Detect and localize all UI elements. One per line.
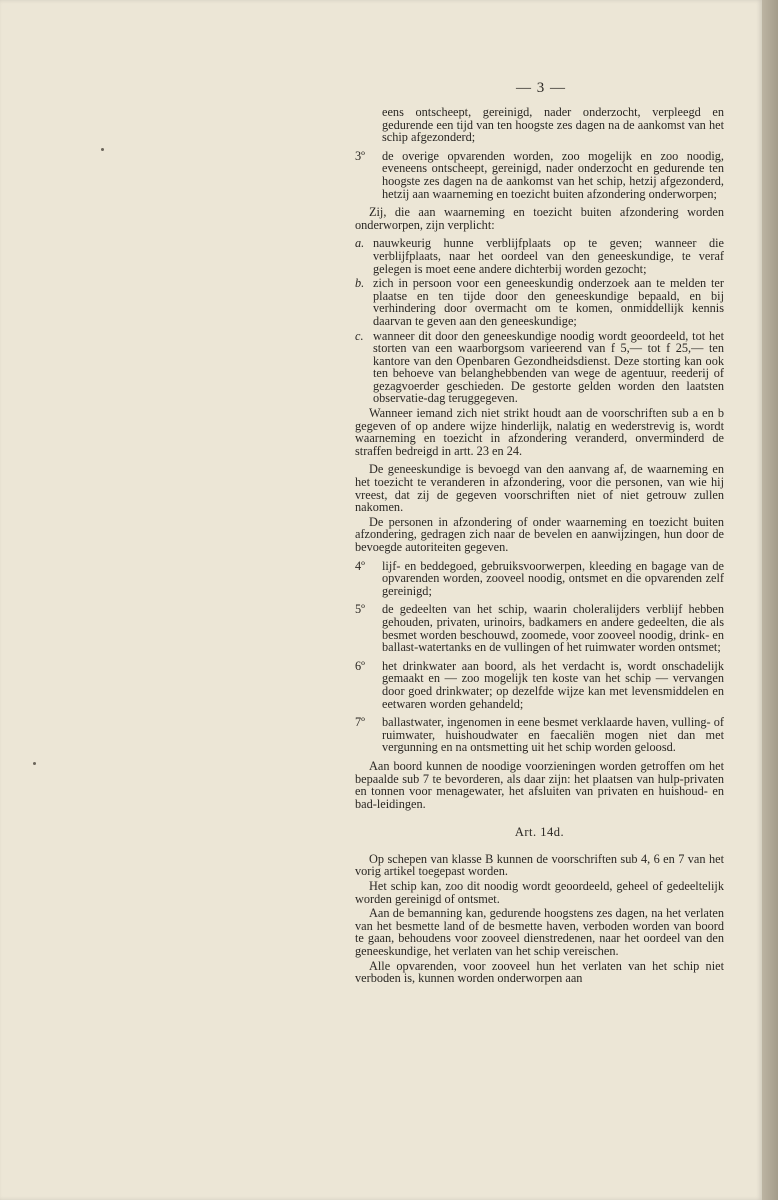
paragraph-continuation: eens ontscheept, gereinigd, nader onderzocht, verpleegd en gedurende een tijd van ten hoogste zes dagen na de aankomst van het schip afgezonderd; <box>382 105 724 145</box>
page-edge <box>762 0 778 1200</box>
item-text: ballastwater, ingenomen in eene besmet verklaarde haven, vulling- of ruimwater, huishoudwater en faecaliën mogen niet dan met vergunning en na ontsmetting uit het schip worden geloosd. <box>382 715 724 755</box>
item-text: zich in persoon voor een geneeskundig onderzoek aan te melden ter plaatse en ten tijde door den geneeskundige bepaald, en bij verhindering door overmacht om te komen, onmiddellijk kennis daarvan te geven aan den geneeskundige; <box>373 276 724 328</box>
paper-speck <box>33 762 36 765</box>
item-text: nauwkeurig hunne verblijfplaats op te geven; wanneer die verblijfplaats, naar het oordeel van den geneeskundige, te veraf gelegen is moet eene andere dichterbij worden gezocht; <box>373 236 724 276</box>
item-label: a. <box>355 236 365 251</box>
item-label: 7º <box>355 715 365 730</box>
paper-speck <box>101 148 104 151</box>
item-text: lijf- en beddegoed, gebruiksvoorwerpen, kleeding en bagage van de opvarenden worden, zooveel noodig, ontsmet en die opvarenden zelf gereinigd; <box>382 558 724 598</box>
sub-item-b <box>355 277 724 327</box>
paragraph: Op schepen van klasse B kunnen de voorschriften sub 4, 6 en 7 van het vorig artikel toegepast worden. <box>355 851 724 879</box>
paragraph: Het schip kan, zoo dit noodig wordt geoordeeld, geheel of gedeeltelijk worden gereinigd of ontsmet. <box>355 879 724 906</box>
article-heading: Art. 14d. <box>514 825 565 840</box>
list-item-7 <box>355 716 724 754</box>
item-text: de overige opvarenden worden, zoo mogelijk en zoo noodig, eveneens ontscheept, gereinigd, nader onderzocht en gedurende ten hoogste zes dagen na de aankomst van het schip, hetzij afgezonderd, hetzij aan waarneming en toezicht buiten afzondering onderworpen; <box>382 148 724 201</box>
list-item-6 <box>355 660 724 710</box>
item-text: het drinkwater aan boord, als het verdacht is, wordt onschadelijk gemaakt en — zoo mogelijk ten koste van het schip — vervangen door goed drinkwater; op dezelfde wijze kan met levensmiddelen en eetwaren worden gehandeld; <box>382 658 724 711</box>
sub-item-c <box>355 330 724 406</box>
paragraph: De geneeskundige is bevoegd van den aanvang af, de waarneming en het toezicht te veranderen in afzondering, voor die personen, van wie hij vreest, dat zij de gegeven voorschriften niet of niet getrouw zullen nakomen. <box>355 462 724 515</box>
item-label: c. <box>355 328 364 343</box>
paragraph: Zij, die aan waarneming en toezicht buiten afzondering worden onderworpen, zijn verplicht: <box>355 205 724 232</box>
body-text <box>355 106 724 991</box>
sub-item-a <box>355 237 724 275</box>
list-item-4 <box>355 560 724 598</box>
paragraph: Aan boord kunnen de noodige voorzieningen worden getroffen om het bepaalde sub 7 te bevorderen, als daar zijn: het plaatsen van hulp-privaten en tonnen voor menagewater, het afsluiten van privaten en huishoud- en bad-leidingen. <box>355 758 724 811</box>
item-text: de gedeelten van het schip, waarin choleralijders verblijf hebben gehouden, privaten, urinoirs, badkamers en andere gedeelten, die als besmet worden beschouwd, zoomede, voor zooveel noodig, drink- en ballast-watertanks en de vullingen of het ruimwater worden ontsmet; <box>382 602 724 655</box>
paragraph: Wanneer iemand zich niet strikt houdt aan de voorschriften sub a en b gegeven of op andere wijze hinderlijk, nalatig en wederstrevig is, wordt waarneming en toezicht in afzondering veranderd, onverminderd de straffen bedreigd in artt. 23 en 24. <box>355 406 724 458</box>
list-item-3 <box>355 150 724 200</box>
item-label: 6º <box>355 658 365 673</box>
item-text: wanneer dit door den geneeskundige noodig wordt geoordeeld, tot het storten van een waarborgsom varieerend van f 5,— tot f 25,— ten kantore van den Openbaren Gezondheidsdienst. Deze storting kan ook ten behoeve van belanghebbenden van wege de agentuur, reederij of gezagvoerder geschieden. De gestorte gelden worden den laatsten observatie-dag teruggegeven. <box>373 328 724 406</box>
page-number: — 3 — <box>516 80 566 96</box>
item-label: 5º <box>355 602 365 617</box>
item-label: 3º <box>355 148 365 163</box>
paragraph: Alle opvarenden, voor zooveel hun het verlaten van het schip niet verboden is, kunnen worden onderworpen aan <box>355 958 724 986</box>
paragraph: Aan de bemanning kan, gedurende hoogstens zes dagen, na het verlaten van het besmette land of de besmette haven, verboden worden van boord te gaan, behoudens voor zooveel dienstredenen, naar het oordeel van den geneeskundige, het verlaten van het schip vereischen. <box>355 906 724 959</box>
list-item-5 <box>355 603 724 653</box>
item-label: b. <box>355 276 365 291</box>
item-label: 4º <box>355 558 365 573</box>
paragraph: De personen in afzondering of onder waarneming en toezicht buiten afzondering, gedragen zich naar de bevelen en aanwijzingen, hun door de bevoegde autoriteiten gegeven. <box>355 514 724 554</box>
